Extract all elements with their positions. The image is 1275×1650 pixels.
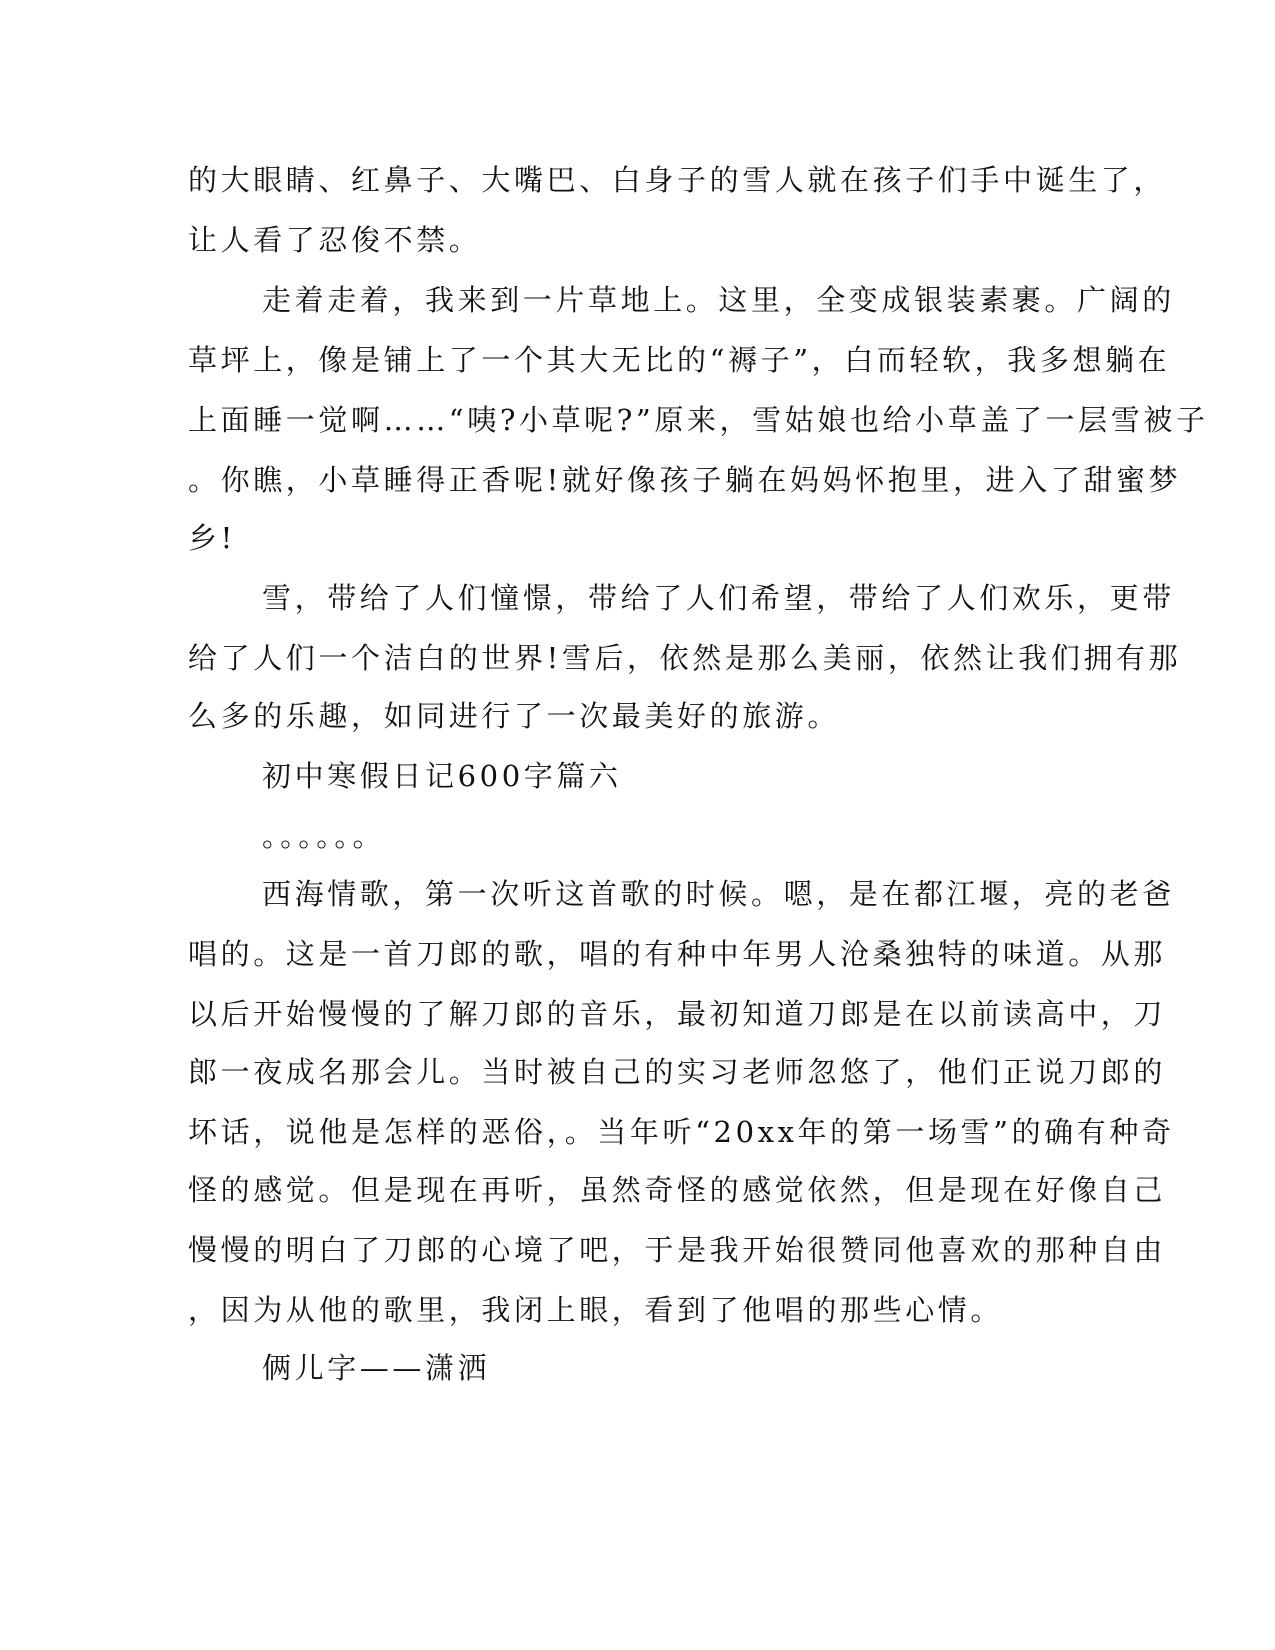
text-line: 让人看了忍俊不禁。 (188, 223, 482, 257)
text-line: 草坪上，像是铺上了一个其大无比的“褥子”，白而轻软，我多想躺在 (188, 343, 1171, 377)
paragraph-start: 走着走着，我来到一片草地上。这里，全变成银装素裹。广阔的 (262, 283, 1175, 317)
text-line: ，因为从他的歌里，我闭上眼，看到了他唱的那些心情。 (188, 1293, 1004, 1327)
text-line: 以后开始慢慢的了解刀郎的音乐，最初知道刀郎是在以前读高中，刀 (188, 997, 1167, 1031)
text-line: 的大眼睛、红鼻子、大嘴巴、白身子的雪人就在孩子们手中诞生了， (188, 163, 1167, 197)
text-line: 。你瞧，小草睡得正香呢!就好像孩子躺在妈妈怀抱里，进入了甜蜜梦 (188, 463, 1182, 497)
paragraph-start: 俩儿字——潇洒 (262, 1351, 491, 1385)
text-line: 怪的感觉。但是现在再听，虽然奇怪的感觉依然，但是现在好像自己 (188, 1173, 1167, 1207)
text-line: 慢慢的明白了刀郎的心境了吧，于是我开始很赞同他喜欢的那种自由 (188, 1233, 1167, 1267)
text-line: 上面睡一觉啊……“咦?小草呢?”原来，雪姑娘也给小草盖了一层雪被子 (188, 403, 1209, 437)
ellipsis-line: 。。。。。。 (262, 819, 386, 853)
text-line: 么多的乐趣，如同进行了一次最美好的旅游。 (188, 699, 841, 733)
text-line: 给了人们一个洁白的世界!雪后，依然是那么美丽，依然让我们拥有那 (188, 641, 1182, 675)
text-line: 乡! (188, 521, 236, 555)
section-heading: 初中寒假日记600字篇六 (262, 759, 622, 793)
paragraph-start: 西海情歌，第一次听这首歌的时候。嗯，是在都江堰，亮的老爸 (262, 877, 1175, 911)
text-line: 唱的。这是一首刀郎的歌，唱的有种中年男人沧桑独特的味道。从那 (188, 937, 1167, 971)
text-line: 郎一夜成名那会儿。当时被自己的实习老师忽悠了，他们正说刀郎的 (188, 1055, 1167, 1089)
text-line: 坏话，说他是怎样的恶俗，。当年听“20xx年的第一场雪”的确有种奇 (188, 1115, 1175, 1149)
paragraph-start: 雪，带给了人们憧憬，带给了人们希望，带给了人们欢乐，更带 (262, 581, 1175, 615)
